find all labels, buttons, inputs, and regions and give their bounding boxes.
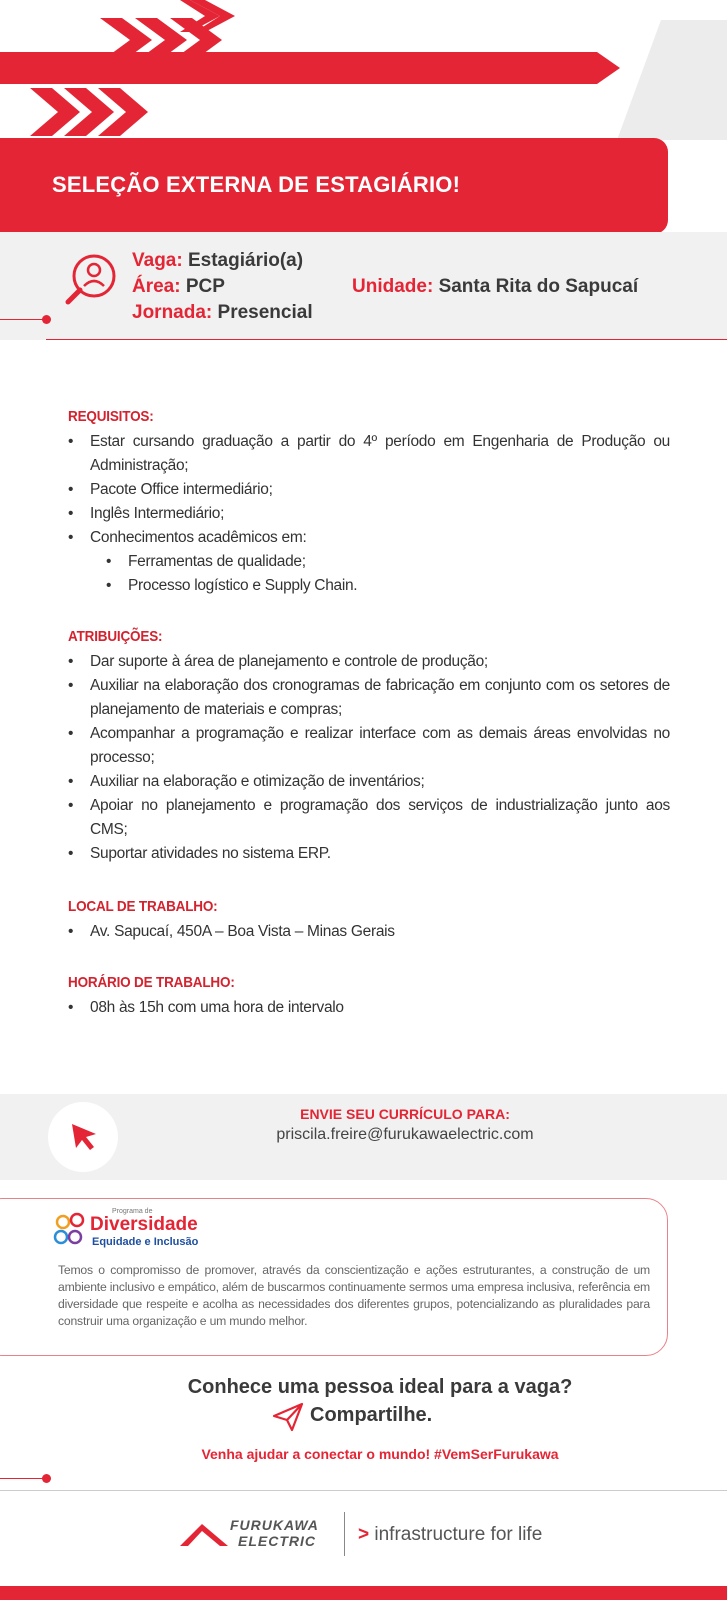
slogan: Venha ajudar a conectar o mundo! #VemSerFurukawa [201,1446,559,1462]
page-title: SELEÇÃO EXTERNA DE ESTAGIÁRIO! [52,172,461,197]
local-list [66,920,670,944]
section-title-atribuicoes: ATRIBUIÇÕES: [68,628,163,645]
list-item: • Dar suporte à área de planejamento e controle de produção; [66,650,670,674]
info-vaga: Vaga: Estagiário(a) [132,250,304,271]
share-action[interactable]: Compartilhe. [310,1404,433,1426]
requisitos-list [66,430,670,598]
list-item: • Apoiar no planejamento e programação dos serviços de industrialização junto aos CMS; [66,794,670,842]
atribuicoes-list [66,650,670,866]
share-question: Conhece uma pessoa ideal para a vaga? [187,1376,573,1398]
search-person-icon [60,250,120,310]
list-subitem: • Ferramentas de qualidade; [66,550,670,574]
info-area: Área: PCP [132,276,225,297]
info-unidade: Unidade: Santa Rita do Sapucaí [352,276,639,297]
list-item: • Estar cursando graduação a partir do 4º período em Engenharia de Produção ou Administração; [66,430,670,478]
tagline-chevron-icon: > [358,1524,370,1545]
divider-dot [42,315,51,324]
diversity-name: Diversidade [90,1214,198,1235]
list-item: • Inglês Intermediário; [66,502,670,526]
section-title-local: LOCAL DE TRABALHO: [68,898,218,915]
list-item: • 08h às 15h com uma hora de intervalo [66,996,670,1020]
furukawa-roof-icon [180,1520,228,1550]
footer-separator [344,1512,345,1556]
brand-line1: FURUKAWA [230,1517,319,1533]
diversity-sub: Equidade e Inclusão [92,1236,199,1248]
horario-list [66,996,670,1020]
diversity-circles-icon [52,1210,92,1250]
chevron-decoration-lower-icon [30,82,230,142]
paper-plane-icon [272,1402,304,1432]
decorative-grey-corner [617,20,727,140]
list-item: • Conhecimentos acadêmicos em: [66,526,670,550]
diversity-text: Temos o compromisso de promover, através da conscientização e ações estruturantes, a construção de um ambiente inclusivo e empático, além de buscarmos continuamente sermos uma empresa inclusiva, referência em diversidade que respeite e acolha as necessidades dos diferentes grupos, potencializando as pluralidades para construir uma organização e um mundo melhor. [58,1263,650,1328]
email-link[interactable]: priscila.freire@furukawaelectric.com [276,1126,534,1143]
section-title-requisitos: REQUISITOS: [68,408,154,425]
list-item: • Av. Sapucaí, 450A – Boa Vista – Minas Gerais [66,920,670,944]
divider-line [0,1478,46,1479]
section-title-horario: HORÁRIO DE TRABALHO: [68,974,235,991]
brand-line2: ELECTRIC [238,1533,316,1549]
list-item: • Auxiliar na elaboração dos cronogramas de fabricação em conjunto com os setores de planejamento de materiais e compras; [66,674,670,722]
header-red-stripe [0,52,620,84]
cta-title: ENVIE SEU CURRÍCULO PARA: [300,1106,510,1122]
list-item: • Pacote Office intermediário; [66,478,670,502]
footer-divider [0,1490,727,1491]
divider-line [0,319,46,320]
list-item: • Auxiliar na elaboração e otimização de inventários; [66,770,670,794]
divider-dot [42,1474,51,1483]
list-item: • Suportar atividades no sistema ERP. [66,842,670,866]
list-item: • Acompanhar a programação e realizar interface com as demais áreas envolvidas no processo; [66,722,670,770]
tagline: > infrastructure for life [358,1524,543,1545]
info-band-bottom-line [46,339,727,340]
list-subitem: • Processo logístico e Supply Chain. [66,574,670,598]
diversity-program-label: Programa de [112,1208,153,1215]
info-jornada: Jornada: Presencial [132,302,313,323]
footer-bar [0,1586,727,1600]
